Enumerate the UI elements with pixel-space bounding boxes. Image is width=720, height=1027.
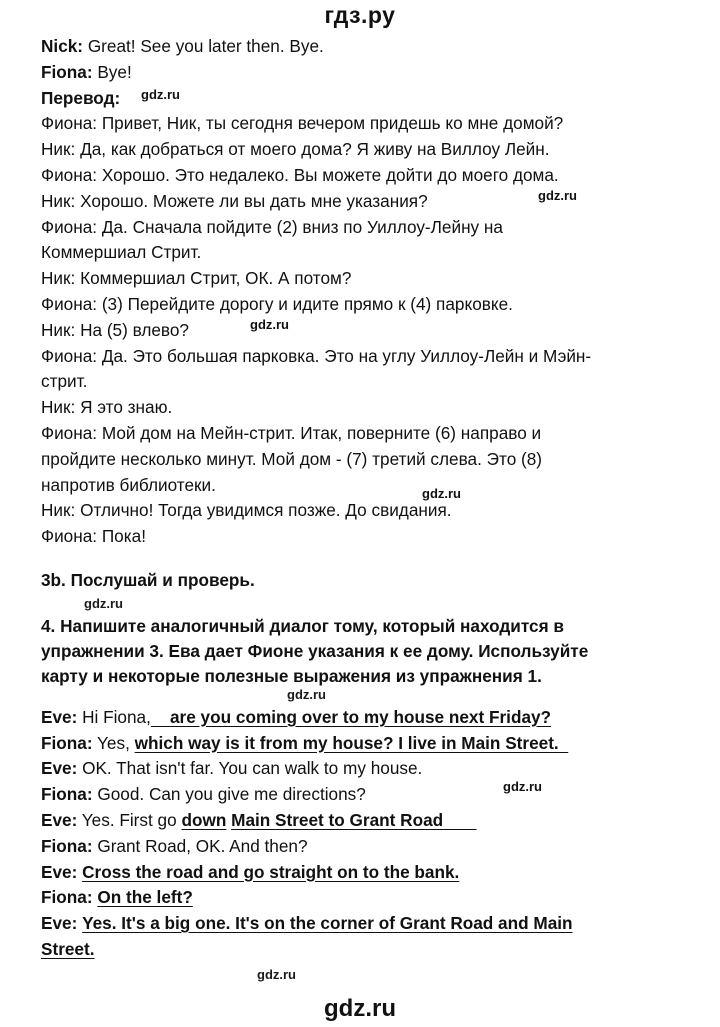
speaker-label: Fiona: (41, 887, 93, 908)
line-text: Good. Can you give me directions? (97, 784, 366, 805)
site-header: гдз.ру (324, 2, 396, 28)
translation-line: Ник: Отлично! Тогда увидимся позже. До свидания. (41, 500, 452, 521)
watermark: gdz.ru (250, 316, 289, 332)
watermark-row (41, 594, 701, 614)
translation-line (41, 318, 701, 344)
line-text: Bye! (97, 61, 132, 82)
translation-line: Ник: Да, как добраться от моего дома? Я живу на Виллоу Лейн. (41, 139, 550, 160)
line-text: Hi Fiona, (82, 706, 151, 727)
speaker-label: Eve: (41, 758, 78, 779)
translation-line: Фиона: Хорошо. Это недалеко. Вы можете дойти до моего дома. (41, 164, 559, 185)
translation-line: стрит. (41, 371, 88, 392)
speaker-label: Eve: (41, 861, 78, 882)
translation-line: Ник: Коммершиал Стрит, ОК. А потом? (41, 268, 352, 289)
translation-heading-row (41, 86, 701, 112)
task-4-line: 4. Напишите аналогичный диалог тому, который находится в (41, 615, 564, 636)
line-text: Yes, (97, 732, 130, 753)
translation-line: Фиона: Да. Это большая парковка. Это на углу Уиллоу-Лейн и Мэйн- (41, 345, 592, 366)
answer-text: On the left? (97, 887, 193, 908)
line-text: напротив библиотеки. (41, 474, 216, 495)
translation-line: Коммершиал Стрит. (41, 242, 202, 263)
dialogue-line (41, 60, 701, 86)
dialogue-line (41, 911, 701, 937)
dialogue-line (41, 705, 701, 731)
spacer (41, 550, 701, 568)
speaker-label: Fiona: (41, 784, 93, 805)
line-text: Great! See you later then. Bye. (87, 36, 324, 56)
watermark: gdz.ru (287, 686, 326, 702)
translation-heading: Перевод: (41, 87, 121, 108)
watermark: gdz.ru (84, 595, 123, 611)
dialogue-line (41, 808, 701, 834)
line-text: Grant Road, OK. And then? (97, 835, 308, 856)
speaker-label: Fiona: (41, 835, 93, 856)
watermark: gdz.ru (141, 86, 180, 102)
task-4-line: упражнении 3. Ева дает Фионе указания к ее дому. Используйте (41, 640, 589, 661)
watermark: gdz.ru (422, 485, 461, 501)
dialogue-line (41, 779, 701, 808)
task-4-line: карту и некоторые полезные выражения из упражнения 1. (41, 665, 542, 686)
answer-text: Yes. It's a big one. It's on the corner of Grant Road and Main (82, 913, 573, 934)
line-text: Ник: Хорошо. Можете ли вы дать мне указания? (41, 190, 428, 211)
speaker-label: Nick: (41, 36, 84, 56)
dialogue-line (41, 834, 701, 860)
dialogue-line (41, 937, 701, 963)
answer-text: Cross the road and go straight on to the bank. (82, 861, 460, 882)
translation-line: Фиона: Да. Сначала пойдите (2) вниз по Уиллоу-Лейну на (41, 216, 503, 237)
line-text: OK. That isn't far. You can walk to my house. (82, 758, 423, 779)
watermark: gdz.ru (538, 187, 577, 203)
speaker-label: Eve: (41, 809, 78, 830)
answer-text: are you coming over to my house next Friday? (150, 706, 552, 727)
watermark: gdz.ru (503, 779, 542, 795)
dialogue-line (41, 756, 701, 782)
line-text: Ник: На (5) влево? (41, 319, 189, 340)
watermark: gdz.ru (257, 966, 296, 982)
translation-line: Фиона: Привет, Ник, ты сегодня вечером придешь ко мне домой? (41, 113, 564, 134)
watermark-row (41, 963, 701, 985)
translation-line: пройдите несколько минут. Мой дом - (7) третий слева. Это (8) (41, 448, 543, 469)
speaker-label: Eve: (41, 913, 78, 934)
dialogue-line (41, 860, 701, 886)
dialogue-line (41, 34, 701, 60)
task-3b: 3b. Послушай и проверь. (41, 569, 255, 590)
answer-text: down (181, 809, 227, 830)
speaker-label: Eve: (41, 706, 78, 727)
dialogue-line (41, 731, 701, 757)
translation-line (41, 189, 701, 215)
translation-line: Ник: Я это знаю. (41, 397, 173, 418)
translation-line: Фиона: (3) Перейдите дорогу и идите прямо к (4) парковке. (41, 293, 513, 314)
site-footer: gdz.ru (324, 995, 396, 1022)
translation-line: Фиона: Мой дом на Мейн-стрит. Итак, поверните (6) направо и (41, 422, 542, 443)
watermark-row (41, 686, 701, 705)
speaker-label: Fiona: (41, 61, 93, 82)
answer-text: Street. (41, 938, 95, 959)
answer-text: which way is it from my house? I live in Main Street. (134, 732, 569, 753)
answer-text: Main Street to Grant Road (231, 809, 477, 830)
speaker-label: Fiona: (41, 732, 93, 753)
translation-line (41, 473, 701, 499)
dialogue-line (41, 885, 701, 911)
document-body (41, 34, 701, 985)
translation-line: Фиона: Пока! (41, 526, 146, 547)
line-text: Yes. First go (81, 809, 177, 830)
